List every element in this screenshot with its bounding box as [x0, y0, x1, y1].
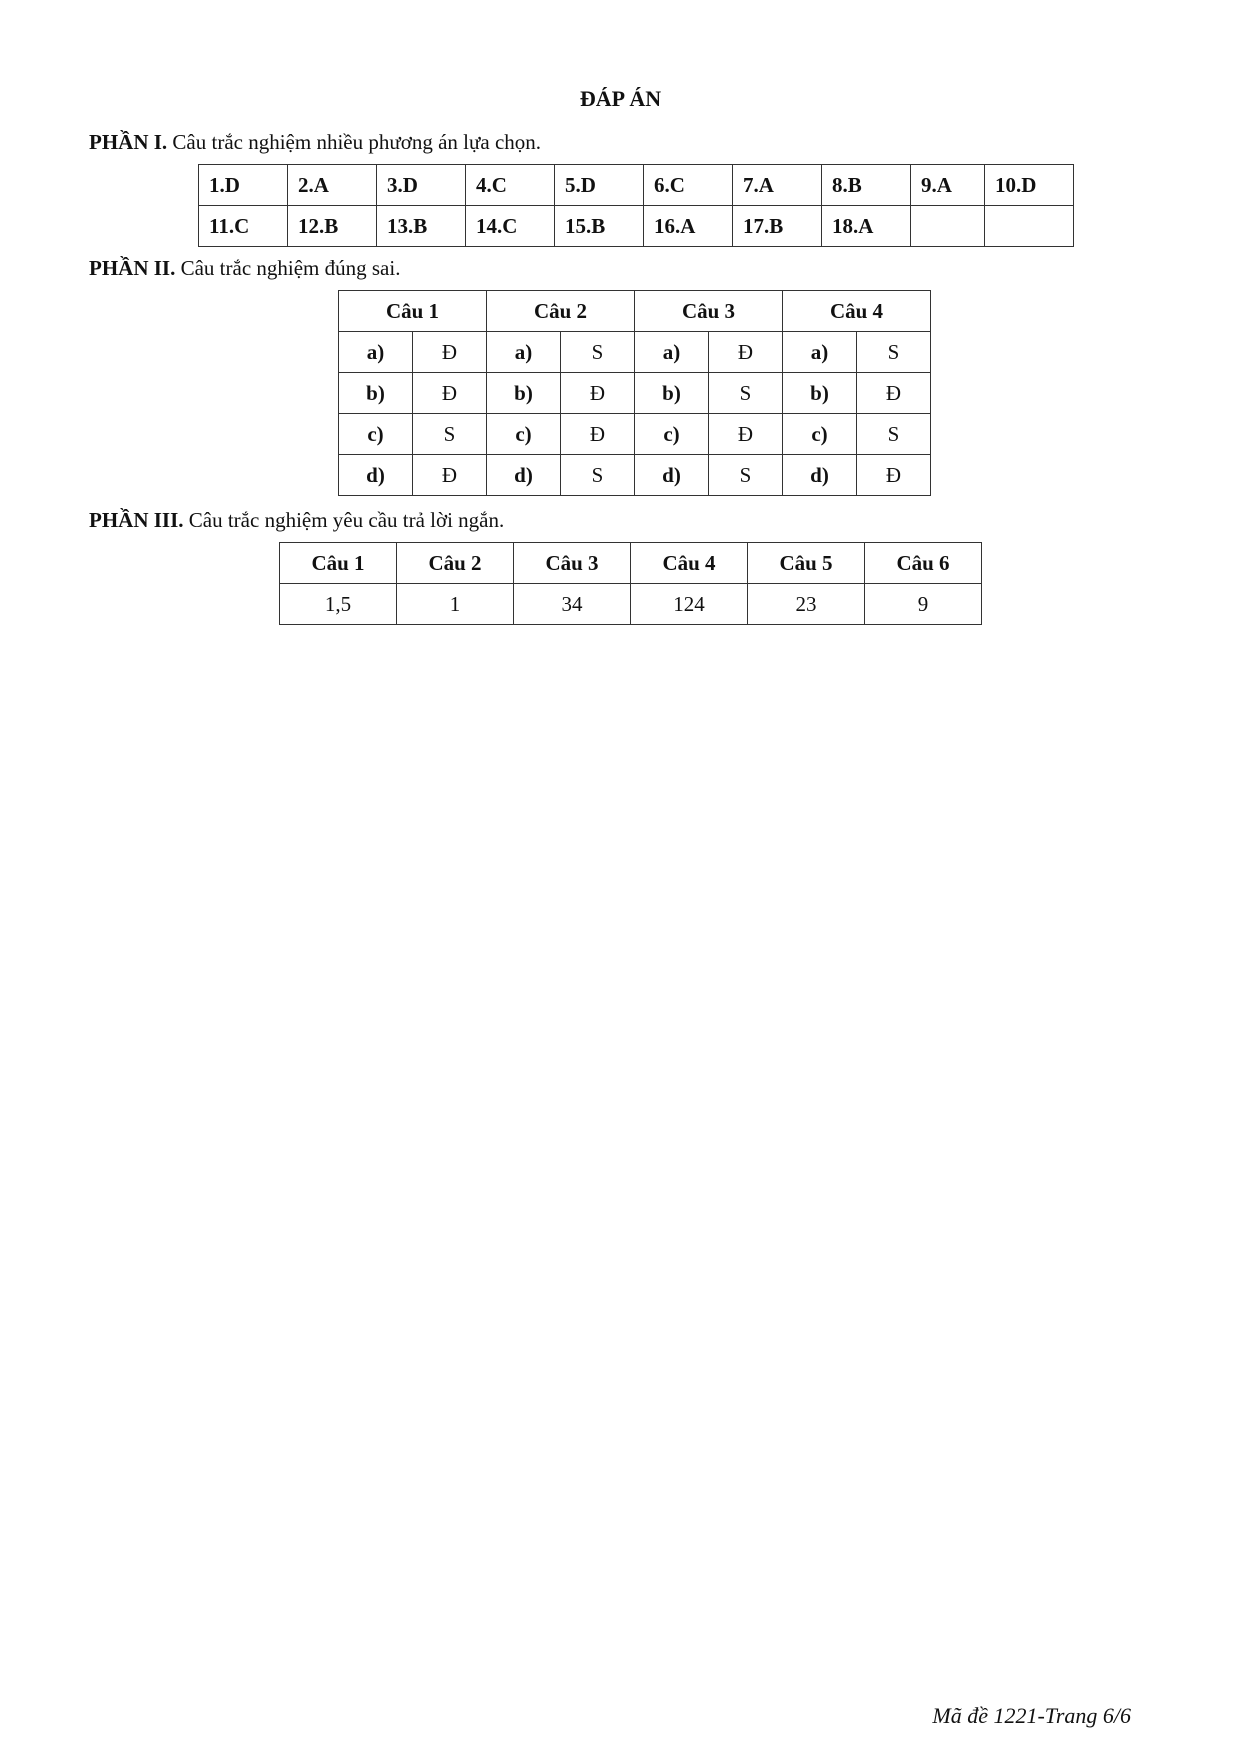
item-label: c): [783, 414, 857, 455]
answer-cell: S: [709, 373, 783, 414]
answer-cell: Đ: [857, 373, 931, 414]
answer-cell: S: [709, 455, 783, 496]
part2-text: Câu trắc nghiệm đúng sai.: [175, 256, 401, 280]
column-header: Câu 1: [339, 291, 487, 332]
table-row: [280, 584, 982, 625]
part1-label: PHẦN I.: [89, 130, 168, 154]
answer-cell: 12.B: [288, 206, 377, 247]
part2-answer-table: [338, 290, 931, 496]
column-header: Câu 6: [865, 543, 982, 584]
page-footer: Mã đề 1221-Trang 6/6: [932, 1703, 1131, 1728]
column-header: Câu 4: [631, 543, 748, 584]
item-label: c): [635, 414, 709, 455]
item-label: d): [635, 455, 709, 496]
answer-cell: S: [857, 414, 931, 455]
part3-heading: [89, 508, 504, 533]
answer-cell: 11.C: [199, 206, 288, 247]
column-header: Câu 4: [783, 291, 931, 332]
answer-cell: 5.D: [555, 165, 644, 206]
answer-cell: 10.D: [985, 165, 1074, 206]
part1-answer-table: [198, 164, 1074, 247]
part3-label: PHẦN III.: [89, 508, 184, 532]
part1-heading: [89, 130, 541, 155]
item-label: d): [487, 455, 561, 496]
part3-answer-table: [279, 542, 982, 625]
answer-cell: Đ: [413, 455, 487, 496]
answer-cell: Đ: [857, 455, 931, 496]
answer-cell: 17.B: [733, 206, 822, 247]
answer-cell: 1: [397, 584, 514, 625]
answer-cell: 34: [514, 584, 631, 625]
answer-cell: Đ: [413, 373, 487, 414]
table-row: [339, 414, 931, 455]
part2-label: PHẦN II.: [89, 256, 176, 280]
answer-cell: 8.B: [822, 165, 911, 206]
item-label: b): [783, 373, 857, 414]
item-label: c): [339, 414, 413, 455]
answer-cell: 9: [865, 584, 982, 625]
table-row: [339, 455, 931, 496]
answer-cell: 7.A: [733, 165, 822, 206]
page-title: ĐÁP ÁN: [579, 86, 662, 111]
answer-cell: Đ: [413, 332, 487, 373]
answer-cell: Đ: [709, 332, 783, 373]
column-header: Câu 5: [748, 543, 865, 584]
answer-cell: 15.B: [555, 206, 644, 247]
answer-cell: 14.C: [466, 206, 555, 247]
answer-cell: 16.A: [644, 206, 733, 247]
answer-cell: 18.A: [822, 206, 911, 247]
item-label: b): [339, 373, 413, 414]
column-header: Câu 3: [635, 291, 783, 332]
part3-text: Câu trắc nghiệm yêu cầu trả lời ngắn.: [183, 508, 505, 532]
table-row: [199, 206, 1074, 247]
answer-cell: Đ: [709, 414, 783, 455]
item-label: b): [487, 373, 561, 414]
answer-cell: S: [561, 455, 635, 496]
item-label: a): [487, 332, 561, 373]
answer-cell: S: [857, 332, 931, 373]
table-row: [339, 332, 931, 373]
answer-cell: Đ: [561, 373, 635, 414]
item-label: c): [487, 414, 561, 455]
item-label: d): [339, 455, 413, 496]
answer-cell: 124: [631, 584, 748, 625]
answer-cell: Đ: [561, 414, 635, 455]
item-label: a): [783, 332, 857, 373]
answer-cell: 3.D: [377, 165, 466, 206]
table-header-row: [280, 543, 982, 584]
answer-cell: [911, 206, 985, 247]
item-label: b): [635, 373, 709, 414]
part1-text: Câu trắc nghiệm nhiều phương án lựa chọn.: [167, 130, 542, 154]
answer-cell: 2.A: [288, 165, 377, 206]
answer-cell: 13.B: [377, 206, 466, 247]
table-header-row: [339, 291, 931, 332]
table-row: [199, 165, 1074, 206]
item-label: d): [783, 455, 857, 496]
part2-heading: [89, 256, 400, 281]
column-header: Câu 3: [514, 543, 631, 584]
answer-cell: 23: [748, 584, 865, 625]
answer-cell: 1.D: [199, 165, 288, 206]
answer-cell: [985, 206, 1074, 247]
column-header: Câu 2: [397, 543, 514, 584]
column-header: Câu 2: [487, 291, 635, 332]
item-label: a): [635, 332, 709, 373]
answer-cell: S: [413, 414, 487, 455]
answer-cell: 9.A: [911, 165, 985, 206]
answer-cell: S: [561, 332, 635, 373]
answer-cell: 1,5: [280, 584, 397, 625]
column-header: Câu 1: [280, 543, 397, 584]
answer-cell: 4.C: [466, 165, 555, 206]
answer-cell: 6.C: [644, 165, 733, 206]
item-label: a): [339, 332, 413, 373]
table-row: [339, 373, 931, 414]
